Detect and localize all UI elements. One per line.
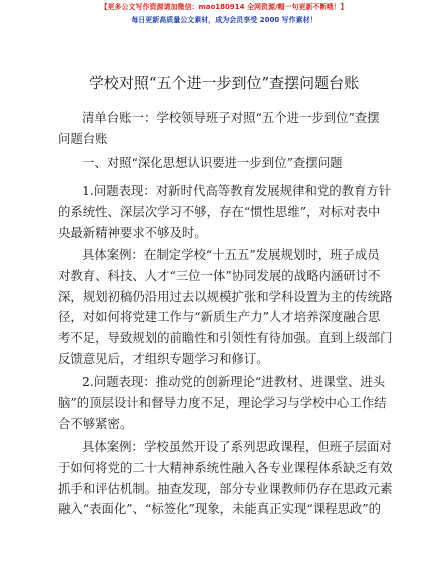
promo-banner-line-2: 每日更新高质量公文素材，成为会员享受 2000 写作素材！ xyxy=(131,16,317,24)
text-line: 央最新精神要求不够及时。 xyxy=(58,224,207,240)
text-line: 2.问题表现：推动党的创新理论“进教材、进课堂、进头 xyxy=(82,374,386,389)
paragraph-issue-1 xyxy=(58,181,390,243)
text-line: 深，规划初稿仍沿用过去以规模扩张和学科设置为主的传统路 xyxy=(58,288,393,304)
text-line: 具体案例：在制定学校“十五五”发展规划时，班子成员 xyxy=(82,247,380,262)
text-line: 1.问题表现：对新时代高等教育发展规律和党的教育方针 xyxy=(82,183,392,198)
text-line: 合不够紧密。 xyxy=(58,415,133,431)
paragraph-issue-2 xyxy=(58,372,390,434)
promo-banner-line-1: 【更多公文写作资源请加微信：mao180914 全网资源/帽一句更新不断哦！】 xyxy=(100,3,348,11)
text-line: 径，对如何将党建工作与“新质生产力”人才培养深度融合思 xyxy=(58,309,381,325)
text-line: 融入“表面化”、“标签化”现象，未能真正实现“课程思政”的 xyxy=(58,501,381,517)
paragraph-case-2 xyxy=(58,437,393,520)
paragraph-case-1 xyxy=(58,245,393,370)
text-line: 对教育、科技、人才“三位一体”协同发展的战略内涵研讨不 xyxy=(58,267,381,283)
text-line: 于如何将党的二十大精神系统性融入各专业课程体系缺乏有效 xyxy=(58,459,393,475)
text-line: 脑”的顶层设计和督导力度不足，理论学习与学校中心工作结 xyxy=(58,394,387,410)
text-line: 考不足，导致规划的前瞻性和引领性有待加强。直到上级部门 xyxy=(58,330,393,346)
text-line: 清单台账一：学校领导班子对照“五个进一步到位”查摆 xyxy=(82,110,380,125)
text-line: 一、对照“深化思想认识要进一步到位”查摆问题 xyxy=(82,155,343,170)
text-line: 反馈意见后，才组织专题学习和修订。 xyxy=(58,350,269,366)
text-line: 问题台账 xyxy=(58,130,108,146)
paragraph-section-heading xyxy=(58,153,390,174)
document-title: 学校对照“五个进一步到位”查摆问题台账 xyxy=(88,74,360,92)
text-line: 抓手和评估机制。抽查发现，部分专业课教师仍存在思政元素 xyxy=(58,480,393,496)
paragraph-list-heading xyxy=(58,108,390,150)
text-line: 具体案例：学校虽然开设了系列思政课程，但班子层面对 xyxy=(82,439,392,454)
text-line: 的系统性、深层次学习不够，存在“惯性思维”，对标对表中 xyxy=(58,203,381,219)
